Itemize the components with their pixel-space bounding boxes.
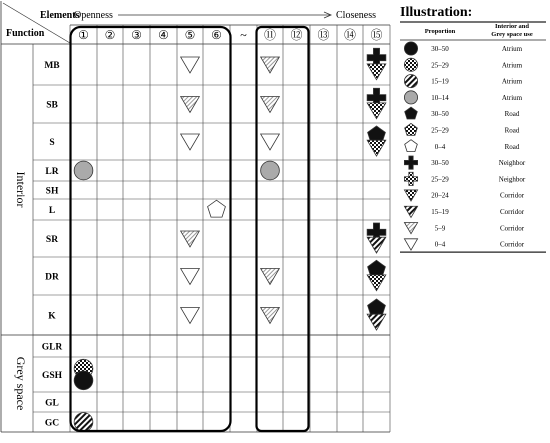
- matrix-cell: [181, 97, 200, 113]
- pent-checker-icon: [405, 123, 418, 135]
- circle-stripe-icon: [404, 75, 417, 88]
- elements-label: Elements: [40, 10, 80, 21]
- legend-proportion: 30–50: [431, 110, 449, 119]
- circle-gray-icon: [404, 91, 417, 104]
- legend-use: Atrium: [501, 45, 523, 53]
- tri-light-icon: [261, 57, 280, 73]
- row-labels: [14, 61, 63, 429]
- legend-proportion: 0–4: [434, 142, 446, 151]
- tri-light-icon: [181, 97, 200, 113]
- matrix-cell: [261, 97, 280, 113]
- legend-proportion: 30–50: [431, 159, 449, 168]
- legend-proportion: 25–29: [431, 126, 449, 135]
- cross-black-icon: [404, 156, 417, 169]
- row-label: L: [48, 206, 56, 216]
- legend-row: [404, 223, 524, 234]
- legend-proportion: 20–24: [431, 191, 449, 200]
- pent-black-icon: [405, 107, 418, 119]
- legend-row: [405, 123, 520, 135]
- matrix-cell: [181, 308, 200, 324]
- matrix-cell: [261, 57, 280, 73]
- row-label: K: [48, 311, 56, 322]
- legend-use: Atrium: [501, 93, 523, 102]
- pent-empty-icon: [405, 140, 418, 152]
- legend-use: Neighbor: [498, 175, 526, 184]
- column-header: ②: [104, 28, 116, 42]
- matrix-cell: [74, 359, 93, 389]
- row-label: GSH: [41, 371, 63, 381]
- tri-light-icon: [181, 231, 200, 247]
- circle-gray-icon: [261, 161, 280, 180]
- matrix-cell: [181, 134, 200, 150]
- tri-stripe-icon: [367, 237, 386, 253]
- legend-use: Atrium: [501, 77, 523, 86]
- legend-row: [404, 58, 522, 71]
- row-label: GL: [45, 398, 59, 409]
- column-header: ①: [78, 28, 89, 42]
- legend-use: Road: [504, 142, 520, 151]
- legend-row: [405, 140, 520, 152]
- tri-checker-icon: [367, 275, 386, 291]
- column-header: ⑮: [370, 28, 383, 42]
- matrix-cell: [74, 413, 93, 432]
- row-label: LR: [45, 167, 59, 177]
- matrix-cell: [367, 48, 386, 79]
- pent-black-icon: [368, 299, 386, 316]
- legend-proportion: 5–9: [434, 224, 446, 233]
- legend-row: [404, 42, 522, 55]
- matrix-cell: [367, 126, 386, 156]
- column-header: ④: [158, 28, 169, 42]
- legend-row: [404, 239, 524, 250]
- circle-gray-icon: [74, 161, 93, 180]
- legend-proportion: 15–19: [431, 77, 449, 86]
- tri-empty-icon: [261, 134, 280, 150]
- column-header: ⑤: [184, 28, 196, 42]
- legend-header-proportion: Proportion: [424, 28, 456, 35]
- legend-proportion: 0–4: [434, 240, 446, 249]
- legend-row: [404, 190, 524, 201]
- row-label: SB: [46, 100, 58, 111]
- tri-empty-icon: [181, 134, 200, 150]
- matrix-cell: [208, 200, 226, 217]
- legend-use: Neighbor: [498, 159, 526, 168]
- column-header: ~: [240, 28, 247, 42]
- matrix-cell: [367, 299, 386, 330]
- tri-light-icon: [404, 223, 417, 234]
- row-label: GC: [44, 418, 60, 429]
- matrix-cell: [367, 223, 386, 253]
- tri-light-icon: [261, 269, 280, 285]
- group-label: Interior: [14, 171, 28, 208]
- column-header: ⑥: [211, 28, 222, 42]
- tri-light-icon: [261, 97, 280, 113]
- column-header: ⑫: [290, 28, 303, 42]
- circle-checker-icon: [404, 58, 417, 71]
- legend-row: [404, 206, 524, 217]
- tri-empty-icon: [181, 308, 200, 324]
- legend-use: Corridor: [499, 208, 525, 216]
- legend-row: [404, 172, 525, 185]
- row-label: SR: [45, 235, 59, 245]
- illustration-legend: [400, 22, 546, 252]
- matrix-cell: [181, 269, 200, 285]
- legend-proportion: 30–50: [431, 45, 449, 53]
- matrix-cell: [181, 231, 200, 247]
- illustration-title: Illustration:: [400, 5, 473, 20]
- legend-use: Road: [504, 110, 520, 119]
- legend-row: [405, 107, 520, 119]
- matrix-cell: [261, 269, 280, 285]
- legend-use: Road: [504, 126, 520, 135]
- pent-empty-icon: [208, 200, 226, 217]
- legend-row: [404, 91, 522, 104]
- matrix-cell: [74, 161, 93, 180]
- legend-row: [404, 75, 522, 88]
- legend-row: [404, 156, 525, 169]
- legend-proportion: 25–29: [431, 175, 449, 184]
- row-label: S: [49, 138, 55, 148]
- column-header: ③: [131, 28, 142, 42]
- row-label: SH: [45, 186, 59, 197]
- tri-checker-icon: [367, 64, 386, 80]
- matrix-cell: [261, 161, 280, 180]
- tri-empty-icon: [181, 269, 200, 285]
- row-label: GLR: [41, 342, 63, 353]
- openness-highlight-box: [71, 27, 231, 431]
- openness-label: Openness: [74, 10, 113, 21]
- tri-checker-icon: [367, 140, 386, 156]
- matrix-cell: [261, 308, 280, 324]
- column-header: ⑪: [263, 28, 277, 42]
- circle-stripe-icon: [74, 413, 93, 432]
- function-label: Function: [6, 28, 45, 39]
- matrix-cell: [367, 260, 386, 290]
- row-label: DR: [45, 272, 59, 283]
- column-header: ⑬: [317, 28, 330, 42]
- closeness-highlight-box: [257, 27, 309, 431]
- tri-checker-icon: [404, 190, 417, 201]
- group-label: Grey space: [14, 356, 28, 411]
- circle-black-icon: [404, 42, 417, 55]
- cross-checker-icon: [404, 172, 417, 185]
- legend-use: Atrium: [501, 61, 523, 70]
- legend-use: Corridor: [499, 191, 525, 200]
- tri-empty-icon: [404, 239, 417, 250]
- matrix-cell: [367, 88, 386, 118]
- legend-use: Corridor: [499, 224, 525, 233]
- legend-proportion: 15–19: [431, 208, 449, 216]
- tri-empty-icon: [181, 57, 200, 73]
- legend-header-use: Interior and Grey space use: [491, 23, 533, 38]
- circle-black-icon: [74, 371, 93, 390]
- tri-stripe-icon: [404, 206, 417, 217]
- tri-stripe-icon: [367, 314, 386, 330]
- legend-proportion: 10–14: [431, 93, 449, 102]
- legend-use: Corridor: [499, 240, 525, 249]
- matrix-cell: [261, 134, 280, 150]
- column-header: ⑭: [343, 28, 357, 42]
- row-label: MB: [44, 61, 60, 71]
- tri-light-icon: [261, 308, 280, 324]
- matrix-cell: [181, 57, 200, 73]
- closeness-label: Closeness: [336, 10, 376, 21]
- tri-checker-icon: [367, 103, 386, 119]
- legend-proportion: 25–29: [431, 61, 449, 70]
